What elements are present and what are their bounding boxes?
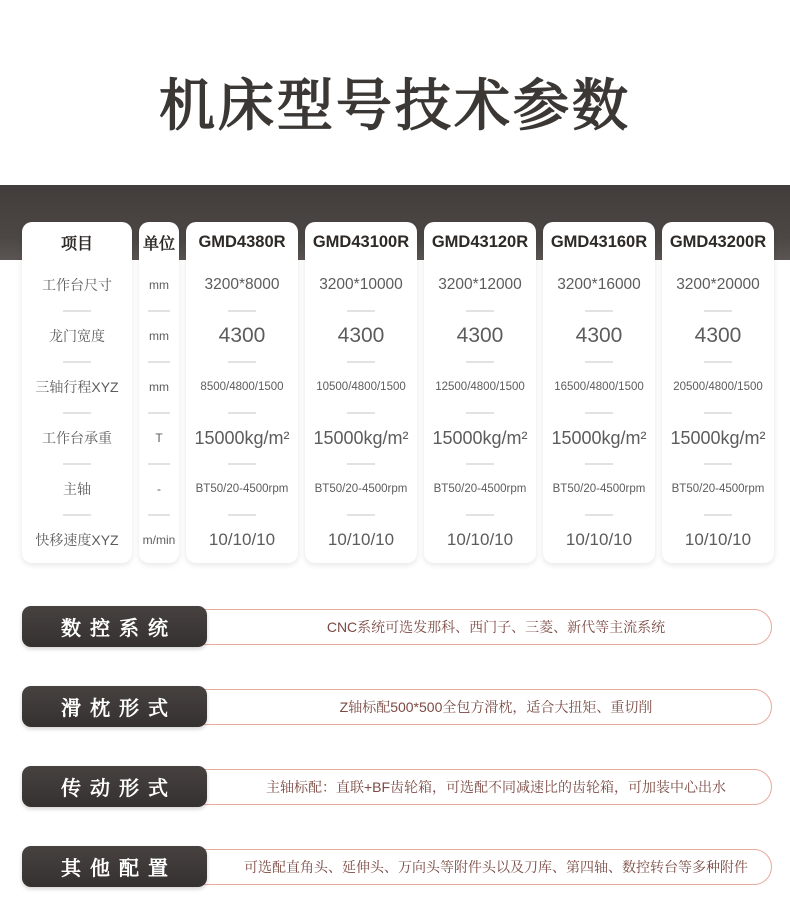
value-cell: 15000kg/m² — [313, 427, 409, 448]
spec-row — [0, 606, 790, 647]
table-column-item — [22, 222, 132, 563]
column-header: GMD4380R — [198, 232, 286, 251]
value-cell: 15000kg/m² — [194, 427, 290, 448]
column-header: GMD43120R — [431, 232, 529, 251]
value-cell: 4300 — [337, 324, 385, 347]
column-header: GMD43160R — [550, 232, 648, 251]
value-cell: 10/10/10 — [208, 530, 276, 549]
column-header: 项目 — [60, 235, 93, 253]
spec-label-tag: 传动形式 — [22, 766, 207, 807]
value-cell: 10500/4800/1500 — [316, 381, 406, 393]
value-cell: 4300 — [456, 324, 504, 347]
value-cell: 3200*20000 — [676, 276, 760, 293]
row-label: 工作台尺寸 — [42, 277, 112, 293]
spec-label-tag: 滑枕形式 — [22, 686, 207, 727]
table-column-model — [186, 222, 298, 563]
value-cell: BT50/20-4500rpm — [314, 483, 408, 495]
row-label: 三轴行程XYZ — [35, 379, 119, 395]
value-cell: 4300 — [694, 324, 742, 347]
unit-cell: mm — [149, 278, 169, 292]
column-header: GMD43100R — [312, 232, 410, 251]
value-cell: 3200*10000 — [319, 276, 403, 293]
value-cell: 3200*16000 — [557, 276, 641, 293]
table-column-model — [305, 222, 417, 563]
row-label: 快移速度XYZ — [35, 532, 119, 548]
value-cell: BT50/20-4500rpm — [552, 483, 646, 495]
spec-row — [0, 846, 790, 887]
value-cell: 4300 — [575, 324, 623, 347]
value-cell: 8500/4800/1500 — [200, 381, 284, 393]
unit-cell: T — [155, 431, 163, 445]
value-cell: 10/10/10 — [327, 530, 395, 549]
value-cell: 20500/4800/1500 — [673, 381, 763, 393]
spec-description-text: 可选配直角头、延伸头、万向头等附件头以及刀库、第四轴、数控转台等多种附件 — [244, 859, 748, 875]
row-label: 龙门宽度 — [49, 328, 105, 344]
spec-row — [0, 766, 790, 807]
value-cell: BT50/20-4500rpm — [671, 483, 765, 495]
unit-cell: mm — [149, 329, 169, 343]
value-cell: 15000kg/m² — [551, 427, 647, 448]
value-cell: 10/10/10 — [446, 530, 514, 549]
value-cell: 15000kg/m² — [432, 427, 528, 448]
unit-cell: mm — [149, 380, 169, 394]
value-cell: 3200*12000 — [438, 276, 522, 293]
spec-table — [22, 222, 774, 563]
spec-description-text: CNC系统可选发那科、西门子、三菱、新代等主流系统 — [326, 619, 666, 635]
unit-cell: - — [157, 482, 161, 496]
value-cell: 15000kg/m² — [670, 427, 766, 448]
spec-description-text: 主轴标配：直联+BF齿轮箱，可选配不同减速比的齿轮箱，可加装中心出水 — [265, 779, 727, 795]
value-cell: BT50/20-4500rpm — [195, 483, 289, 495]
value-cell: BT50/20-4500rpm — [433, 483, 527, 495]
value-cell: 4300 — [218, 324, 266, 347]
value-cell: 16500/4800/1500 — [554, 381, 644, 393]
value-cell: 12500/4800/1500 — [435, 381, 525, 393]
table-column-model — [424, 222, 536, 563]
table-column-model — [662, 222, 774, 563]
table-column-unit — [139, 222, 179, 563]
column-header: 单位 — [142, 235, 175, 253]
value-cell: 10/10/10 — [684, 530, 752, 549]
column-header: GMD43200R — [669, 232, 767, 251]
value-cell: 10/10/10 — [565, 530, 633, 549]
spec-label-tag: 数控系统 — [22, 606, 207, 647]
table-column-model — [543, 222, 655, 563]
unit-cell: m/min — [142, 533, 176, 547]
row-label: 主轴 — [63, 481, 91, 497]
spec-row — [0, 686, 790, 727]
spec-label-tag: 其他配置 — [22, 846, 207, 887]
spec-description-text: Z轴标配500*500全包方滑枕，适合大扭矩、重切削 — [339, 699, 653, 715]
page-title: 机床型号技术参数 — [159, 74, 631, 137]
row-label: 工作台承重 — [42, 430, 112, 446]
value-cell: 3200*8000 — [204, 276, 280, 293]
